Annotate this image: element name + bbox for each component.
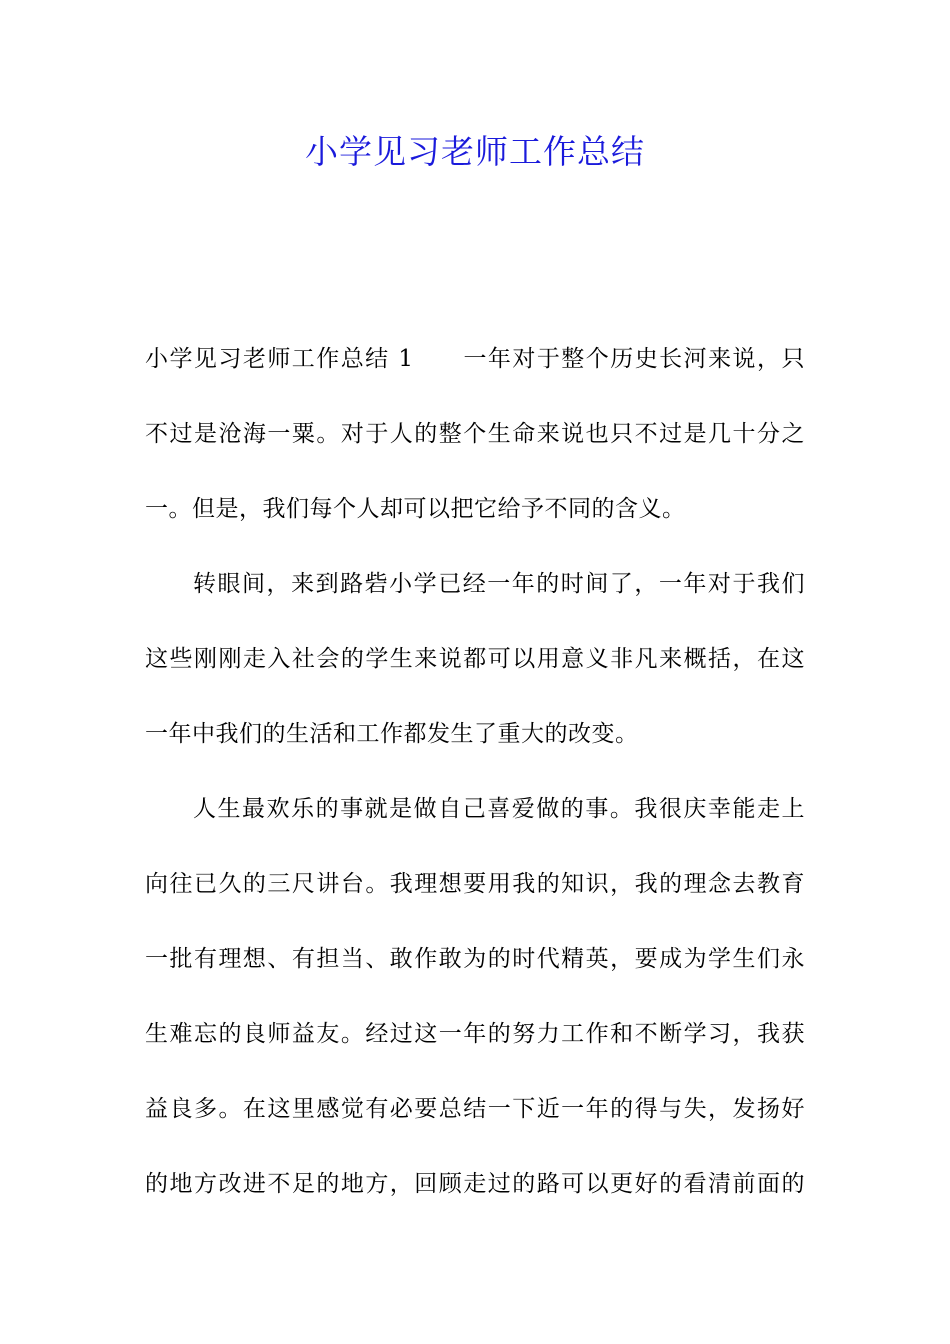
body-line: 生难忘的良师益友。经过这一年的努力工作和不断学习，我获 <box>145 1021 805 1047</box>
body-line: 转眼间，来到路砦小学已经一年的时间了，一年对于我们 <box>193 571 805 597</box>
body-line: 一。但是，我们每个人却可以把它给予不同的含义。 <box>145 496 686 522</box>
body-line: 不过是沧海一粟。对于人的整个生命来说也只不过是几十分之 <box>145 421 805 447</box>
body-line: 向往已久的三尺讲台。我理想要用我的知识，我的理念去教育 <box>145 871 805 897</box>
body-line: 这些刚刚走入社会的学生来说都可以用意义非凡来概括，在这 <box>145 646 805 672</box>
document-body <box>145 322 805 1222</box>
body-line: 小学见习老师工作总结 1 一年对于整个历史长河来说，只 <box>145 346 805 372</box>
body-line: 一批有理想、有担当、敢作敢为的时代精英，要成为学生们永 <box>145 946 805 972</box>
body-line: 人生最欢乐的事就是做自己喜爱做的事。我很庆幸能走上 <box>193 796 805 822</box>
document-title: 小学见习老师工作总结 <box>305 132 645 171</box>
body-line: 的地方改进不足的地方，回顾走过的路可以更好的看清前面的 <box>145 1171 805 1197</box>
body-line: 益良多。在这里感觉有必要总结一下近一年的得与失，发扬好 <box>145 1096 805 1122</box>
body-line: 一年中我们的生活和工作都发生了重大的改变。 <box>145 721 639 747</box>
